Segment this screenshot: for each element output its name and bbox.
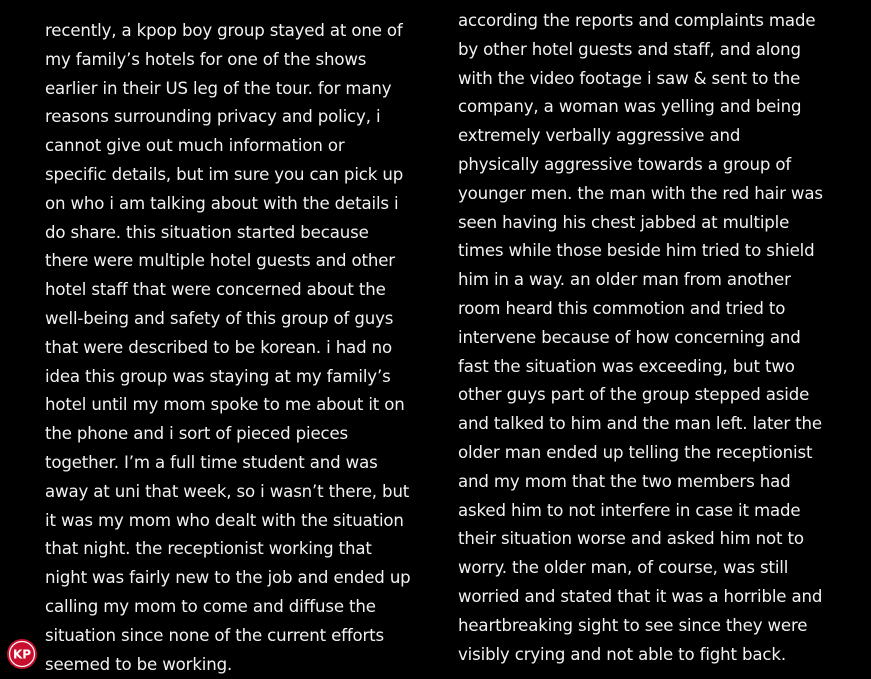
text-line: him in a way. an older man from another <box>458 270 791 290</box>
text-line: the phone and i sort of pieced pieces <box>45 424 349 444</box>
text-line: do share. this situation started because <box>45 222 369 242</box>
text-line: room heard this commotion and tried to <box>458 298 786 318</box>
text-line: recently, a kpop boy group stayed at one of <box>45 21 403 40</box>
text-line: older man ended up telling the receptionist <box>458 442 813 462</box>
text-line: extremely verbally aggressive and <box>458 126 741 146</box>
text-line: times while those beside him tried to shield <box>458 241 815 261</box>
text-line: physically aggressive towards a group of <box>458 154 792 174</box>
text-line: seen having his chest jabbed at multiple <box>458 212 790 232</box>
text-line: heartbreaking sight to see since they were <box>458 615 808 635</box>
text-line: idea this group was staying at my family’s <box>45 366 391 386</box>
text-line: company, a woman was yelling and being <box>458 97 802 117</box>
kp-logo-icon <box>7 639 37 669</box>
right-text-column <box>458 7 823 669</box>
text-line: that night. the receptionist working that <box>45 539 372 559</box>
text-line: that were described to be korean. i had no <box>45 337 392 357</box>
text-line: situation since none of the current efforts <box>45 625 385 645</box>
text-line: and talked to him and the man left. later the <box>458 414 822 434</box>
text-line: well-being and safety of this group of guys <box>45 308 394 328</box>
text-line: hotel until my mom spoke to me about it on <box>45 395 405 415</box>
text-line: on who i am talking about with the details i <box>45 193 399 213</box>
text-line: fast the situation was exceeding, but two <box>458 356 795 376</box>
text-line: calling my mom to come and diffuse the <box>45 596 376 616</box>
text-line: specific details, but im sure you can pick up <box>45 164 404 184</box>
text-line: with the video footage i saw & sent to the <box>458 68 801 88</box>
text-line: there were multiple hotel guests and other <box>45 251 395 271</box>
text-line: their situation worse and asked him not to <box>458 529 804 549</box>
text-line: other guys part of the group stepped aside <box>458 385 810 405</box>
watermark-text: KP <box>12 647 32 662</box>
left-text-column <box>45 17 411 679</box>
text-line: by other hotel guests and staff, and along <box>458 39 801 59</box>
text-line: asked him to not interfere in case it made <box>458 500 801 520</box>
text-line: hotel staff that were concerned about the <box>45 280 386 300</box>
text-line: seemed to be working. <box>45 654 233 674</box>
text-line: worried and stated that it was a horrible and <box>458 586 823 606</box>
text-line: my family’s hotels for one of the shows <box>45 49 367 69</box>
text-line: younger men. the man with the red hair was <box>458 183 823 203</box>
text-line: worry. the older man, of course, was still <box>458 558 789 578</box>
text-line: together. I’m a full time student and was <box>45 452 378 472</box>
watermark-logo-icon <box>7 639 37 669</box>
text-line: away at uni that week, so i wasn’t there, but <box>45 481 410 501</box>
text-line: it was my mom who dealt with the situation <box>45 510 404 530</box>
text-line: reasons surrounding privacy and policy, i <box>45 107 381 127</box>
text-line: intervene because of how concerning and <box>458 327 801 347</box>
text-line: earlier in their US leg of the tour. for many <box>45 78 392 98</box>
text-line: visibly crying and not able to fight back. <box>458 644 786 664</box>
text-line: according the reports and complaints made <box>458 11 816 30</box>
text-line: cannot give out much information or <box>45 136 345 156</box>
text-line: night was fairly new to the job and ended up <box>45 568 411 588</box>
text-line: and my mom that the two members had <box>458 471 791 491</box>
